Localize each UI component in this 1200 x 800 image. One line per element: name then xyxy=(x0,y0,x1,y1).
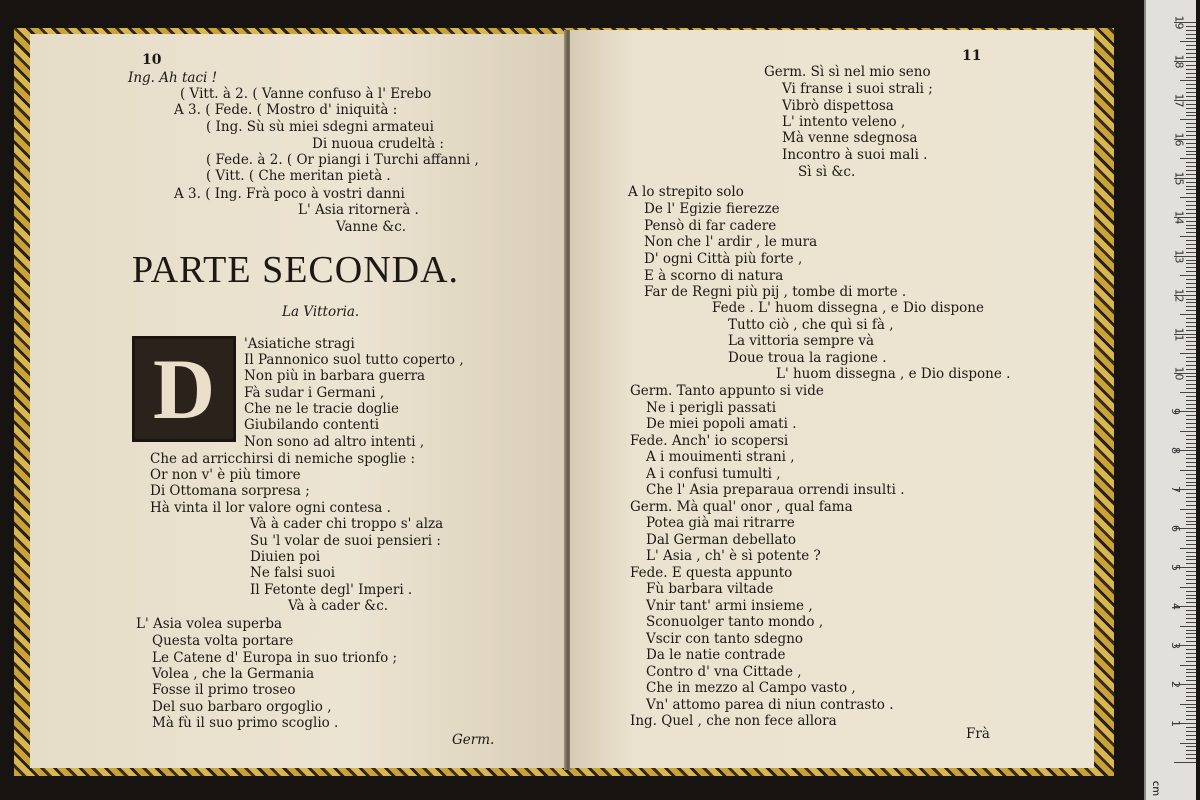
ruler-tick xyxy=(1186,595,1196,596)
ruler-tick xyxy=(1186,299,1196,300)
ruler-tick xyxy=(1186,435,1196,436)
ruler-tick xyxy=(1186,478,1196,479)
text-line: Và à cader chi troppo s' alza xyxy=(250,516,444,532)
text-line: Far de Regni più pij , tombe di morte . xyxy=(644,284,907,300)
text-line: ( Fede. à 2. ( Or piangi i Turchi affanni , xyxy=(206,152,479,168)
ruler-tick xyxy=(1186,244,1196,245)
ruler-number: 1 xyxy=(1169,720,1182,728)
text-line: ( Ing. Sù sù miei sdegni armateui xyxy=(206,119,434,135)
ruler-tick xyxy=(1186,505,1196,506)
text-line: Vn' attomo parea di niun contrasto . xyxy=(646,697,894,713)
ruler-tick xyxy=(1186,306,1196,307)
text-line: Mà fù il suo primo scoglio . xyxy=(152,715,339,731)
text-line: Vnir tant' armi insieme , xyxy=(646,598,813,614)
ruler-tick xyxy=(1180,626,1196,627)
text-line: 'Asiatiche stragi xyxy=(244,336,355,352)
text-line: Fosse il primo troseo xyxy=(152,682,296,698)
ruler-tick xyxy=(1186,279,1196,280)
ruler-tick xyxy=(1186,598,1196,599)
ruler-tick xyxy=(1186,189,1196,190)
ruler-tick xyxy=(1186,260,1196,261)
text-line: Fù barbara viltade xyxy=(646,581,774,597)
text-line: Sconuolger tanto mondo , xyxy=(646,614,824,630)
ruler-tick xyxy=(1186,143,1196,144)
ruler-tick xyxy=(1186,602,1196,603)
text-line: Và à cader &c. xyxy=(288,598,389,614)
text-line: Incontro à suoi mali . xyxy=(782,147,928,163)
ruler-number: 14 xyxy=(1172,210,1186,225)
text-line: Sì sì &c. xyxy=(798,164,856,180)
text-line: Che l' Asia preparaua orrendi insulti . xyxy=(646,482,905,498)
ruler-tick xyxy=(1186,447,1196,448)
ruler-tick xyxy=(1180,470,1196,471)
ruler-tick xyxy=(1186,213,1196,214)
ruler-tick xyxy=(1186,267,1196,268)
ruler-tick xyxy=(1186,57,1196,58)
text-line: Dal German debellato xyxy=(646,532,797,548)
ruler-tick xyxy=(1186,205,1196,206)
ruler-tick xyxy=(1186,400,1196,401)
ruler-tick xyxy=(1186,318,1196,319)
ruler-tick xyxy=(1186,746,1196,747)
ruler-tick xyxy=(1186,408,1196,409)
ruler-tick xyxy=(1186,166,1196,167)
text-line: Non che l' ardir , le mura xyxy=(644,234,818,250)
ruler-tick xyxy=(1186,326,1196,327)
text-line: L' Asia volea superba xyxy=(136,616,283,632)
text-line: A 3. ( Fede. ( Mostro d' iniquità : xyxy=(174,102,398,118)
ruler-tick xyxy=(1186,365,1196,366)
ruler-tick xyxy=(1186,485,1196,486)
ruler-unit-label: cm xyxy=(1150,780,1162,797)
ruler-tick xyxy=(1186,614,1196,615)
ruler-tick xyxy=(1186,240,1196,241)
text-line: Contro d' vna Cittade , xyxy=(646,664,802,680)
text-line: Non più in barbara guerra xyxy=(244,368,426,384)
ruler-tick xyxy=(1186,622,1196,623)
ruler-number: 6 xyxy=(1169,525,1182,533)
ruler-tick xyxy=(1186,727,1196,728)
ruler-number: 16 xyxy=(1172,132,1186,147)
text-line: Che in mezzo al Campo vasto , xyxy=(646,680,856,696)
text-line: Doue troua la ragione . xyxy=(728,350,887,366)
ruler-tick xyxy=(1186,154,1196,155)
ruler-tick xyxy=(1186,501,1196,502)
text-line: Da le natie contrade xyxy=(646,647,786,663)
text-line: L' intento veleno , xyxy=(782,114,906,130)
ruler-tick xyxy=(1186,517,1196,518)
ruler-tick xyxy=(1186,162,1196,163)
ruler-tick xyxy=(1186,45,1196,46)
ruler-tick xyxy=(1186,201,1196,202)
text-line: Questa volta portare xyxy=(152,633,294,649)
text-line: Diuien poi xyxy=(250,549,321,565)
text-line: La vittoria sempre và xyxy=(728,333,875,349)
text-line: Su 'l volar de suoi pensieri : xyxy=(250,533,441,549)
text-line: L' Asia , ch' è sì potente ? xyxy=(646,548,821,564)
ruler-tick xyxy=(1180,353,1196,354)
text-line: Germ. Tanto appunto si vide xyxy=(630,383,824,399)
ruler-tick xyxy=(1186,69,1196,70)
ruler-tick xyxy=(1186,750,1196,751)
text-line: Del suo barbaro orgoglio , xyxy=(152,699,332,715)
ruler-tick xyxy=(1186,232,1196,233)
text-line: De miei popoli amati . xyxy=(646,416,797,432)
ruler-tick xyxy=(1186,49,1196,50)
ruler-number: 13 xyxy=(1172,249,1186,264)
text-line: A lo strepito solo xyxy=(628,184,744,200)
ruler-tick xyxy=(1186,482,1196,483)
ruler-tick xyxy=(1186,182,1196,183)
ruler-tick xyxy=(1186,618,1196,619)
ruler-tick xyxy=(1186,719,1196,720)
text-line: Fede . L' huom dissegna , e Dio dispone xyxy=(712,300,984,316)
text-line: Germ. Sì sì nel mio seno xyxy=(764,64,931,80)
ruler-tick xyxy=(1186,73,1196,74)
ruler-tick xyxy=(1186,357,1196,358)
ruler-tick xyxy=(1180,236,1196,237)
ruler-tick xyxy=(1186,345,1196,346)
ruler-tick xyxy=(1186,174,1196,175)
catchword: Germ. xyxy=(452,732,495,748)
ruler-tick xyxy=(1186,287,1196,288)
ruler-tick xyxy=(1186,376,1196,377)
ruler-tick xyxy=(1186,427,1196,428)
section-heading: PARTE SECONDA. xyxy=(132,249,460,291)
ruler-tick xyxy=(1186,735,1196,736)
text-line: ( Vitt. à 2. ( Vanne confuso à l' Erebo xyxy=(180,86,432,102)
ruler-tick xyxy=(1186,302,1196,303)
ruler-tick xyxy=(1186,556,1196,557)
left-page xyxy=(30,34,566,768)
text-line: Il Fetonte degl' Imperi . xyxy=(250,582,413,598)
ruler-tick xyxy=(1186,583,1196,584)
ruler-tick xyxy=(1186,380,1196,381)
text-line: Ne falsi suoi xyxy=(250,565,336,581)
ruler-tick xyxy=(1180,509,1196,510)
ruler-number: 12 xyxy=(1172,288,1186,303)
text-line: A i mouimenti strani , xyxy=(646,449,795,465)
ruler-tick xyxy=(1186,34,1196,35)
ruler-tick xyxy=(1186,112,1196,113)
ruler-tick xyxy=(1186,310,1196,311)
ruler-tick xyxy=(1186,696,1196,697)
ruler-tick xyxy=(1186,493,1196,494)
page-number-right: 11 xyxy=(962,48,982,64)
text-line: L' huom dissegna , e Dio dispone . xyxy=(776,366,1011,382)
ruler-tick xyxy=(1186,536,1196,537)
ruler-tick xyxy=(1186,127,1196,128)
ruler-number: 18 xyxy=(1172,54,1186,69)
ruler-tick xyxy=(1186,579,1196,580)
ruler-tick xyxy=(1186,563,1196,564)
ruler-tick xyxy=(1180,548,1196,549)
ruler-tick xyxy=(1186,715,1196,716)
ruler-tick xyxy=(1186,711,1196,712)
ruler-tick xyxy=(1186,474,1196,475)
ruler-number: 17 xyxy=(1172,93,1186,108)
ruler-tick xyxy=(1186,532,1196,533)
text-line: Vanne &c. xyxy=(336,219,407,235)
ruler-tick xyxy=(1186,135,1196,136)
ruler-tick xyxy=(1186,252,1196,253)
text-line: Vscir con tanto sdegno xyxy=(646,631,804,647)
ruler-tick xyxy=(1186,228,1196,229)
text-line: Di Ottomana sorpresa ; xyxy=(150,483,310,499)
ruler-number: 19 xyxy=(1172,15,1186,30)
ruler-tick xyxy=(1186,758,1196,759)
ruler-number: 7 xyxy=(1169,486,1182,494)
ruler-tick xyxy=(1186,186,1196,187)
ruler-tick xyxy=(1180,392,1196,393)
right-page xyxy=(570,30,1094,768)
ruler-tick xyxy=(1186,349,1196,350)
ruler-tick xyxy=(1180,41,1196,42)
ruler-number: 15 xyxy=(1172,171,1186,186)
ruler-tick xyxy=(1180,587,1196,588)
text-line: Or non v' è più timore xyxy=(150,467,301,483)
ruler-tick xyxy=(1186,680,1196,681)
text-line: Giubilando contenti xyxy=(244,417,380,433)
ruler-tick xyxy=(1186,404,1196,405)
ruler-number: 11 xyxy=(1172,327,1186,342)
text-line: Vi franse i suoi strali ; xyxy=(782,81,933,97)
text-line: Potea già mai ritrarre xyxy=(646,515,795,531)
measuring-ruler xyxy=(1144,0,1196,800)
page-number-left: 10 xyxy=(142,52,162,68)
ruler-tick xyxy=(1186,637,1196,638)
ruler-tick xyxy=(1186,30,1196,31)
text-line: Che ne le tracie doglie xyxy=(244,401,399,417)
ruler-tick xyxy=(1186,221,1196,222)
ruler-tick xyxy=(1180,665,1196,666)
ruler-tick xyxy=(1186,524,1196,525)
ruler-tick xyxy=(1186,692,1196,693)
ruler-tick xyxy=(1186,630,1196,631)
ruler-tick xyxy=(1186,653,1196,654)
ruler-tick xyxy=(1186,591,1196,592)
ornamental-initial: D xyxy=(132,336,236,442)
ruler-number: 10 xyxy=(1172,366,1186,381)
ruler-tick xyxy=(1186,439,1196,440)
ruler-number: 9 xyxy=(1169,408,1182,416)
ruler-tick xyxy=(1174,762,1196,763)
text-line: Le Catene d' Europa in suo trionfo ; xyxy=(152,650,398,666)
ruler-tick xyxy=(1186,388,1196,389)
section-subheading: La Vittoria. xyxy=(282,304,360,320)
ruler-tick xyxy=(1180,158,1196,159)
ruler-tick xyxy=(1186,131,1196,132)
ruler-tick xyxy=(1186,26,1196,27)
ruler-tick xyxy=(1186,739,1196,740)
ruler-tick xyxy=(1186,96,1196,97)
text-line: Volea , che la Germania xyxy=(152,666,315,682)
ruler-tick xyxy=(1186,610,1196,611)
text-line: Il Pannonico suol tutto coperto , xyxy=(244,352,464,368)
text-line: Ing. Ah taci ! xyxy=(128,70,218,86)
text-line: Pensò di far cadere xyxy=(644,218,777,234)
ruler-tick xyxy=(1186,263,1196,264)
ruler-tick xyxy=(1186,731,1196,732)
ruler-tick xyxy=(1186,369,1196,370)
ruler-tick xyxy=(1186,633,1196,634)
ruler-tick xyxy=(1186,225,1196,226)
ruler-tick xyxy=(1186,115,1196,116)
ruler-number: 3 xyxy=(1169,642,1182,650)
text-line: ( Vitt. ( Che meritan pietà . xyxy=(206,168,391,184)
ruler-tick xyxy=(1186,53,1196,54)
ruler-tick xyxy=(1186,661,1196,662)
text-line: Ne i perigli passati xyxy=(646,400,777,416)
ruler-tick xyxy=(1186,462,1196,463)
ruler-tick xyxy=(1186,193,1196,194)
text-line: Non sono ad altro intenti , xyxy=(244,434,425,450)
ruler-tick xyxy=(1186,147,1196,148)
ruler-tick xyxy=(1186,657,1196,658)
ruler-tick xyxy=(1186,700,1196,701)
ruler-tick xyxy=(1186,672,1196,673)
ruler-tick xyxy=(1186,65,1196,66)
text-line: Vibrò dispettosa xyxy=(782,98,894,114)
text-line: Hà vinta il lor valore ogni contesa . xyxy=(150,500,391,516)
ruler-tick xyxy=(1186,248,1196,249)
text-line: De l' Egizie fierezze xyxy=(644,201,780,217)
ruler-tick xyxy=(1186,291,1196,292)
text-line: D' ogni Città più forte , xyxy=(644,251,803,267)
ruler-tick xyxy=(1180,704,1196,705)
ruler-tick xyxy=(1186,676,1196,677)
text-line: Fà sudar i Germani , xyxy=(244,385,385,401)
ruler-tick xyxy=(1186,575,1196,576)
ruler-tick xyxy=(1186,688,1196,689)
ruler-tick xyxy=(1186,151,1196,152)
ruler-tick xyxy=(1186,544,1196,545)
ruler-tick xyxy=(1186,559,1196,560)
ruler-tick xyxy=(1180,80,1196,81)
ruler-tick xyxy=(1186,170,1196,171)
ruler-tick xyxy=(1186,104,1196,105)
ruler-tick xyxy=(1186,330,1196,331)
text-line: Che ad arricchirsi di nemiche spoglie : xyxy=(150,451,416,467)
text-line: Ing. Quel , che non fece allora xyxy=(630,713,837,729)
ruler-tick xyxy=(1186,423,1196,424)
ruler-tick xyxy=(1186,443,1196,444)
text-line: E à scorno di natura xyxy=(644,268,784,284)
text-line: Tutto ciò , che quì si fà , xyxy=(728,317,894,333)
ruler-tick xyxy=(1186,341,1196,342)
ruler-tick xyxy=(1186,92,1196,93)
ruler-number: 2 xyxy=(1169,681,1182,689)
ruler-tick xyxy=(1186,466,1196,467)
text-line: Mà venne sdegnosa xyxy=(782,130,918,146)
ruler-tick xyxy=(1180,431,1196,432)
ruler-number: 5 xyxy=(1169,564,1182,572)
ruler-tick xyxy=(1186,209,1196,210)
text-line: Di nuoua crudeltà : xyxy=(312,136,444,152)
ruler-tick xyxy=(1186,88,1196,89)
ruler-tick xyxy=(1180,743,1196,744)
ruler-tick xyxy=(1180,119,1196,120)
ruler-tick xyxy=(1186,271,1196,272)
text-line: A 3. ( Ing. Frà poco à vostri danni xyxy=(174,186,405,202)
ruler-tick xyxy=(1186,108,1196,109)
ruler-tick xyxy=(1186,552,1196,553)
ruler-tick xyxy=(1186,38,1196,39)
ruler-tick xyxy=(1186,497,1196,498)
ruler-tick xyxy=(1186,669,1196,670)
ruler-tick xyxy=(1186,641,1196,642)
ruler-tick xyxy=(1186,123,1196,124)
ruler-tick xyxy=(1186,84,1196,85)
catchword: Frà xyxy=(966,726,990,742)
text-line: L' Asia ritornerà . xyxy=(298,202,419,218)
ruler-tick xyxy=(1186,361,1196,362)
ruler-tick xyxy=(1186,571,1196,572)
ruler-tick xyxy=(1186,707,1196,708)
ruler-tick xyxy=(1186,396,1196,397)
text-line: Fede. E questa appunto xyxy=(630,565,793,581)
ruler-tick xyxy=(1180,275,1196,276)
ruler-number: 4 xyxy=(1169,603,1182,611)
ruler-tick xyxy=(1186,384,1196,385)
ruler-tick xyxy=(1186,521,1196,522)
text-line: Fede. Anch' io scopersi xyxy=(630,433,789,449)
ruler-tick xyxy=(1180,314,1196,315)
ruler-tick xyxy=(1186,337,1196,338)
ruler-tick xyxy=(1186,322,1196,323)
ruler-tick xyxy=(1180,197,1196,198)
text-line: Germ. Mà qual' onor , qual fama xyxy=(630,499,853,515)
ruler-number: 8 xyxy=(1169,447,1182,455)
ruler-tick xyxy=(1186,283,1196,284)
ruler-tick xyxy=(1186,754,1196,755)
ruler-tick xyxy=(1186,513,1196,514)
ruler-tick xyxy=(1186,454,1196,455)
ruler-tick xyxy=(1186,649,1196,650)
text-line: A i confusi tumulti , xyxy=(646,466,781,482)
ruler-tick xyxy=(1186,415,1196,416)
ruler-tick xyxy=(1186,458,1196,459)
ruler-tick xyxy=(1186,419,1196,420)
ruler-tick xyxy=(1186,540,1196,541)
ruler-tick xyxy=(1186,77,1196,78)
